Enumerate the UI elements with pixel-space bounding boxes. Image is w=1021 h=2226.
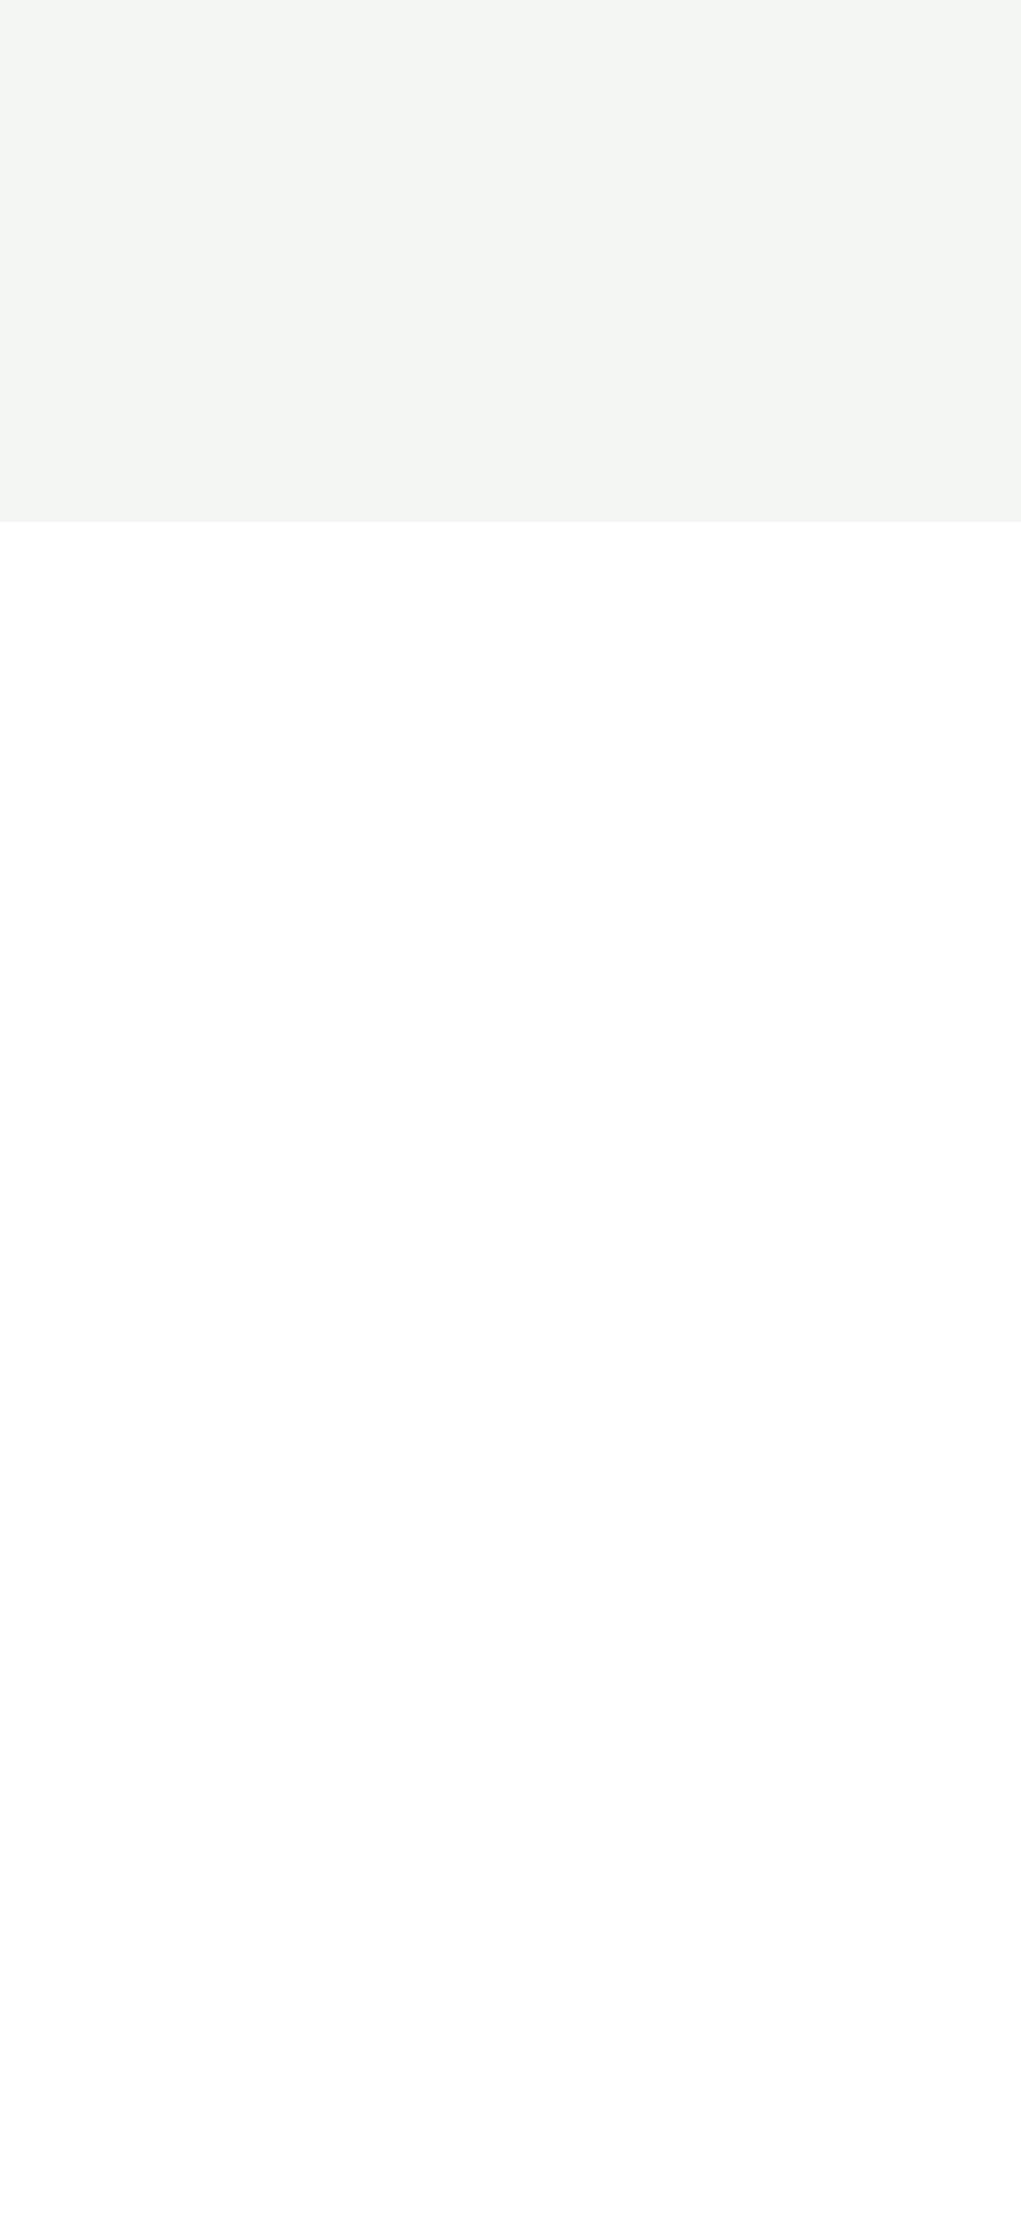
wiring-diagram [0, 0, 1021, 522]
